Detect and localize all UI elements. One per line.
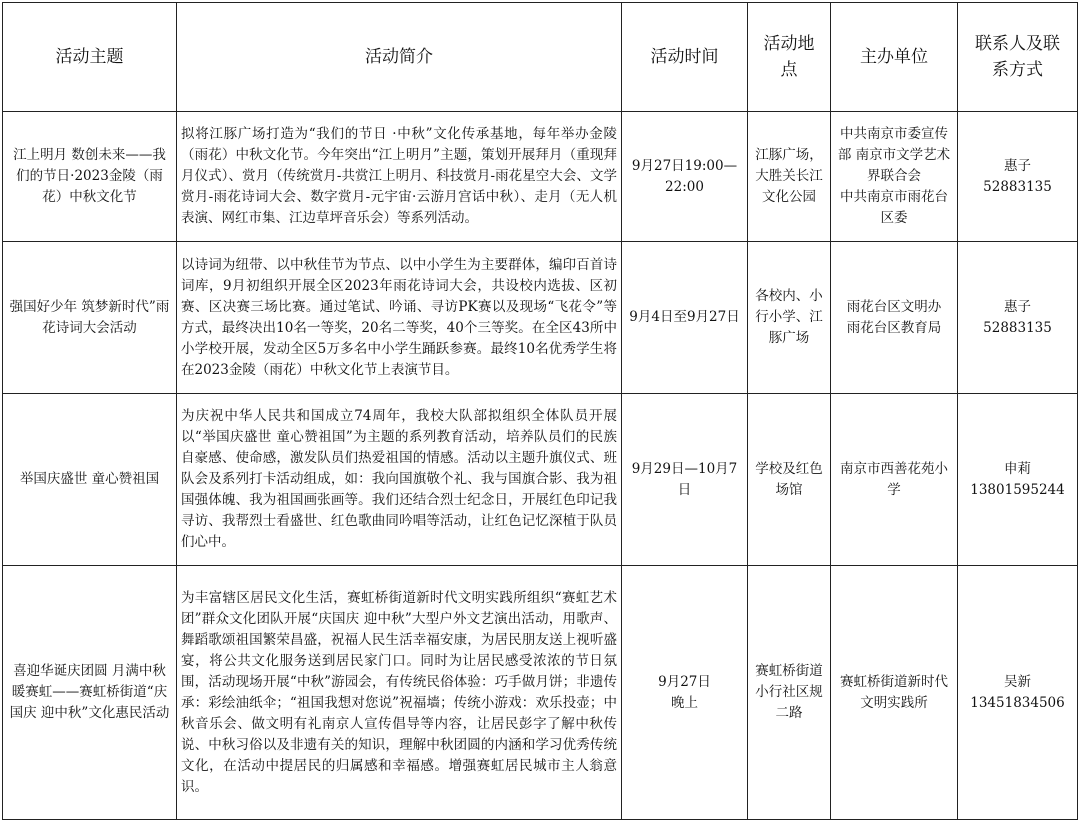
cell-theme: 喜迎华诞庆团圆 月满中秋暖赛虹——赛虹桥街道“庆国庆 迎中秋”文化惠民活动 (3, 566, 177, 820)
cell-contact: 申莉 13801595244 (958, 394, 1078, 566)
header-row (3, 3, 1078, 112)
table-row (3, 112, 1078, 242)
intro-text: 以诗词为纽带、以中秋佳节为节点、以中小学生为主要群体，编印百首诗词库，9月初组织开展全区2023年雨花诗词大会，共设校内选拔、区初赛、区决赛三场比赛。通过笔试、吟诵、寻访PK赛以及现场“飞花令”等方式，最终决出10名一等奖，20名二等奖，40个三等奖。在全区43所中小学校开展，发动全区5万多名中小学生踊跃参赛。最终10名优秀学生将在2023金陵（雨花）中秋文化节上表演节目。 (181, 256, 617, 378)
cell-intro (177, 112, 622, 242)
cell-place: 学校及红色场馆 (748, 394, 831, 566)
cell-organizer: 中共南京市委宣传部 南京市文学艺术界联合会 中共南京市雨花台区委 (831, 112, 958, 242)
cell-intro (177, 394, 622, 566)
table-row (3, 394, 1078, 566)
cell-place: 各校内、小行小学、江豚广场 (748, 242, 831, 394)
cell-place: 赛虹桥街道小行社区规二路 (748, 566, 831, 820)
header-organizer: 主办单位 (831, 3, 958, 112)
cell-theme: 举国庆盛世 童心赞祖国 (3, 394, 177, 566)
intro-text: 为庆祝中华人民共和国成立74周年，我校大队部拟组织全体队员开展以“举国庆盛世 童心赞祖国”为主题的系列教育活动，培养队员们的民族自豪感、使命感，激发队员们热爱祖国的情感。活动以主题升旗仪式、班队会及系列打卡活动组成，如：我向国旗敬个礼、我与国旗合影、我为祖国强体魄、我为祖国画张画等。我们还结合烈士纪念日，开展红色印记我寻访、我帮烈士看盛世、红色歌曲同吟唱等活动，让红色记忆深植于队员们心中。 (181, 408, 617, 550)
header-place: 活动地点 (748, 3, 831, 112)
header-intro: 活动简介 (177, 3, 622, 112)
cell-organizer: 雨花台区文明办 雨花台区教育局 (831, 242, 958, 394)
activity-table (2, 2, 1078, 820)
cell-time: 9月27日19:00—22:00 (622, 112, 748, 242)
header-contact: 联系人及联系方式 (958, 3, 1078, 112)
cell-intro (177, 566, 622, 820)
table-row (3, 242, 1078, 394)
cell-contact: 惠子 52883135 (958, 112, 1078, 242)
cell-contact: 惠子 52883135 (958, 242, 1078, 394)
cell-organizer: 赛虹桥街道新时代文明实践所 (831, 566, 958, 820)
header-theme: 活动主题 (3, 3, 177, 112)
cell-time: 9月27日 晚上 (622, 566, 748, 820)
cell-time: 9月29日—10月7日 (622, 394, 748, 566)
cell-contact: 吴新 13451834506 (958, 566, 1078, 820)
cell-intro (177, 242, 622, 394)
cell-theme: 强国好少年 筑梦新时代”雨花诗词大会活动 (3, 242, 177, 394)
cell-place: 江豚广场，大胜关长江文化公园 (748, 112, 831, 242)
cell-theme: 江上明月 数创未来——我们的节日·2023金陵（雨花）中秋文化节 (3, 112, 177, 242)
header-time: 活动时间 (622, 3, 748, 112)
intro-text: 拟将江豚广场打造为“我们的节日 ·中秋”文化传承基地，每年举办金陵（雨花）中秋文化节。今年突出“江上明月”主题，策划开展拜月（重现拜月仪式）、赏月（传统赏月-共赏江上明月、科技赏月-雨花星空大会、文学赏月-雨花诗词大会、数字赏月-元宇宙·云游月宫话中秋）、走月（无人机表演、网红市集、江边草坪音乐会）等系列活动。 (181, 126, 617, 226)
cell-time: 9月4日至9月27日 (622, 242, 748, 394)
cell-organizer: 南京市西善花苑小学 (831, 394, 958, 566)
intro-text: 为丰富辖区居民文化生活，赛虹桥街道新时代文明实践所组织“赛虹艺术团”群众文化团队开展“庆国庆 迎中秋”大型户外文艺演出活动，用歌声、舞蹈歌颂祖国繁荣昌盛，祝福人民生活幸福安康，为居民朋友送上视听盛宴，将公共文化服务送到居民家门口。同时为让居民感受浓浓的节日氛围，活动现场开展“中秋”游园会，有传统民俗体验：巧手做月饼；非遗传承：彩绘油纸伞；“祖国我想对您说”祝福墙；传统小游戏：欢乐投壶；中秋音乐会、做文明有礼南京人宣传倡导等内容，让居民彭字了解中秋传说、中秋习俗以及非遗有关的知识，理解中秋团圆的内涵和学习优秀传统文化，在活动中提居民的归属感和幸福感。增强赛虹居民城市主人翁意识。 (181, 589, 617, 795)
table-row (3, 566, 1078, 820)
